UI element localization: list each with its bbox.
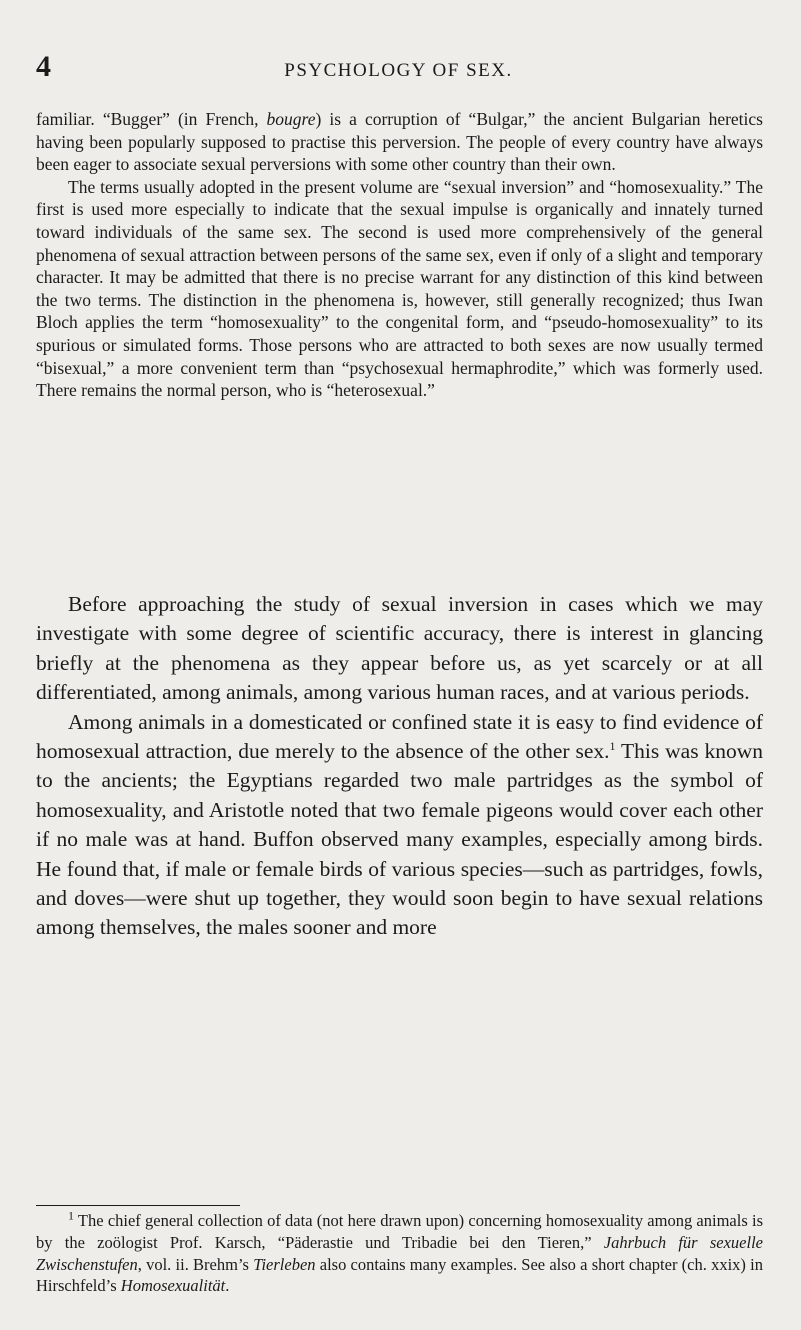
paragraph-3: Before approaching the study of sexual inversion in cases which we may investigate with some degree of scientific accuracy, there is interest in glancing briefly at the phenomena as they appear before us, as yet scarcely or at all differentiated, among animals, among various human races, and at various periods. — [36, 592, 763, 705]
paragraph-2: The terms usually adopted in the present volume are “sexual inversion” and “homosexuality.” The first is used more especially to indicate that the sexual impulse is organically and innately turned toward individuals of the same sex. The second is used more comprehensively of the general phenomena of sexual attraction between persons of the same sex, even if only of a slight and temporary character. It may be admitted that there is no precise warrant for any distinction of this kind between the two terms. The distinction in the phenomena is, however, still generally recognized; thus Iwan Bloch applies the term “homosexuality” to the congenital form, and “pseudo-homosexuality” to its spurious or simulated forms. Those persons who are attracted to both sexes are now usually termed “bisexual,” a more convenient term than “psychosexual hermaphrodite,” which was formerly used. There remains the normal person, who is “heterosexual.” — [36, 176, 763, 401]
footnote-number: 1 — [68, 1208, 74, 1223]
large-type-section — [36, 590, 763, 943]
page-header — [36, 52, 761, 86]
small-type-section — [36, 108, 763, 402]
footnote-ref: 1 — [609, 738, 616, 753]
running-head: PSYCHOLOGY OF SEX. — [284, 60, 513, 81]
footnote: $^1$ The chief general collection of data (not here drawn upon) concerning homosexuality among animals is by the zoölogist Prof. Karsch, “Päderastie und Tribadie bei den Tieren,” Jahrbuch für sexuelle Zwischenstufen, vol. ii. Brehm’s Tierleben also contains many examples. See also a short chapter (ch. xxix) in Hirschfeld’s Homosexualität. — [36, 1208, 763, 1296]
italic-term: bougre — [266, 109, 316, 129]
footnote-rule — [36, 1205, 240, 1206]
paragraph-4: Among animals in a domesticated or confined state it is easy to find evidence of homosexual attraction, due merely to the absence of the other sex.$^1$ This was known to the ancients; the Egyptians regarded two male partridges as the symbol of homosexuality, and Aristotle noted that two female pigeons would cover each other if no male was at hand. Buffon observed many examples, especially among birds. He found that, if male or female birds of various species—such as partridges, fowls, and doves—were shut up together, they would soon begin to have sexual relations among themselves, the males sooner and more — [36, 709, 763, 940]
page-number: 4 — [36, 50, 51, 83]
paragraph-1: familiar. “Bugger” (in French, bougre) is a corruption of “Bulgar,” the ancient Bulgarian heretics having been popularly supposed to practise this perversion. The people of every country have always been eager to associate sexual perversions with some other country than their own. — [36, 109, 763, 175]
